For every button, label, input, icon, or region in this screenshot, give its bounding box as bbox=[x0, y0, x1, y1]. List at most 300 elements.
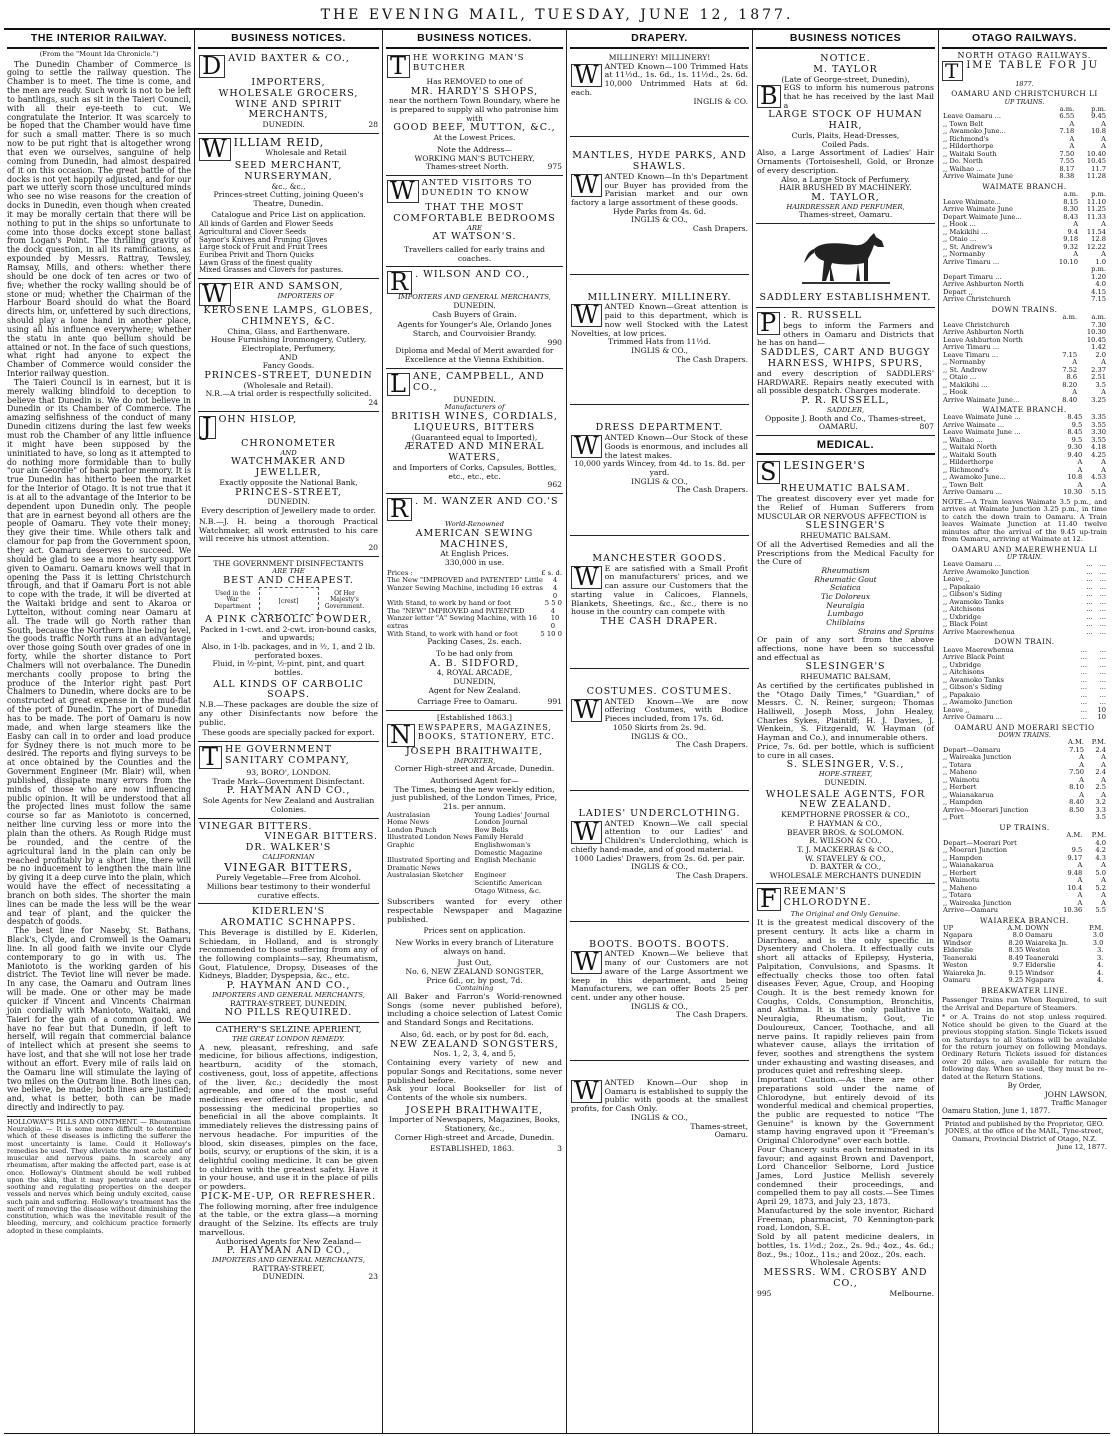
ad-name: EIR AND SAMSON, bbox=[233, 281, 344, 293]
drop-cap: W bbox=[571, 174, 602, 197]
time-cell: Teaneraki bbox=[1025, 953, 1059, 962]
ad-title: DRESS DEPARTMENT. bbox=[595, 422, 724, 434]
station-cell: ,, Otaio ... bbox=[943, 235, 977, 244]
time-cell: ... bbox=[1099, 627, 1106, 636]
ad-line: IMPORTERS, bbox=[251, 76, 326, 88]
time-cell: A bbox=[1073, 220, 1079, 229]
ad-line: Catalogue and Price List on application. bbox=[211, 209, 366, 219]
time-cell: 10.8 bbox=[1067, 473, 1083, 482]
time-cell: 5.2 bbox=[1095, 883, 1106, 892]
timetable bbox=[942, 106, 1107, 181]
time-cell: 4. bbox=[1096, 968, 1104, 977]
time-cell: A bbox=[1077, 465, 1083, 474]
list-item: Graphic bbox=[387, 840, 415, 849]
ad-number: 807 bbox=[919, 422, 934, 432]
list-item: Bow Bells bbox=[474, 825, 509, 834]
ad-signature: Oamaru. bbox=[714, 1130, 748, 1140]
time-cell bbox=[1055, 322, 1078, 330]
time-cell: 3.3 bbox=[1095, 805, 1106, 814]
ad-slesinger bbox=[756, 457, 935, 884]
article-paragraph: The best line for Naseby, St. Bathans, Black's, Clyde, and Cromwell is the Oamaru line. In all good faith we invite our Clyde contemporary to go in with us. The Maniototo is the working garden of his district. The Teviot line will never be made. In any case, the Oamaru and Outram lines will be made. One or other may be made quicker if Vincent and Vincents Chairman join cordially with Maniototo, Waitaki, and Taieri for the gain of a common good. We have no fear but that Dunedin, if left to herself, will regain that commercial balance of intellect which at present she seems to have lost, and that she will not lose her trade without an effort. Every mile of rails laid on the Oamaru line will stimulate the laying of two miles on the Outram line. Both lines can, we believe, be made; both lines are justified; and, what is better, both can be made directly and indirectly to pay. bbox=[7, 926, 191, 1113]
time-cell: ... bbox=[1080, 713, 1088, 722]
time-cell: A bbox=[1079, 775, 1084, 784]
ad-braithwaite bbox=[386, 711, 563, 1157]
ad-name: . WILSON AND CO., bbox=[415, 269, 530, 281]
ad-line: SADDLER, bbox=[826, 405, 865, 414]
time-cell: 3.35 bbox=[1091, 413, 1106, 422]
time-cell bbox=[1055, 329, 1078, 337]
ad-line: 330,000 in use. bbox=[444, 558, 505, 568]
time-cell bbox=[1104, 970, 1107, 978]
ad-line: RATTRAY-STREET, bbox=[252, 1263, 325, 1273]
time-cell: a.m. bbox=[1062, 313, 1078, 322]
ad-line: Travellers called for early trains and coaches. bbox=[403, 245, 546, 263]
station-cell: Weston bbox=[943, 961, 968, 970]
ad-title: MANCHESTER GOODS. bbox=[592, 552, 727, 564]
ad-line: 93, BORO', LONDON. bbox=[246, 768, 331, 778]
station-cell: Waiareka Jn. bbox=[943, 968, 986, 977]
ad-line: HAIR BRUSHED BY MACHINERY. bbox=[779, 183, 912, 193]
station-cell: ,, Do. North bbox=[943, 157, 983, 166]
section-title: BREAKWATER LINE. bbox=[981, 985, 1068, 995]
ad-name: ANTED VISITORS TO DUNEDIN TO KNOW bbox=[421, 177, 533, 198]
time-cell: A bbox=[1101, 119, 1106, 128]
ad-line: Of all the Advertised Remedies and all the Prescriptions from the Medical Faculty for the Cure of bbox=[757, 539, 934, 567]
ad-line: and every description of SADDLERS' HARDWARE. Repairs neatly executed with all possible despatch. Charges moderate. bbox=[757, 368, 934, 396]
time-cell: ... bbox=[1099, 575, 1106, 584]
station-cell: Arrive Timaru ... bbox=[943, 257, 1000, 266]
list-item bbox=[387, 880, 475, 888]
ad-name: . R. RUSSELL bbox=[783, 310, 862, 322]
ad-line: AND bbox=[279, 352, 298, 362]
station-cell: ,, Normanby bbox=[943, 250, 986, 259]
ad-lane-campbell bbox=[386, 369, 563, 494]
time-cell: ... bbox=[1086, 627, 1093, 636]
ad-title: COSTUMES. COSTUMES. bbox=[586, 685, 733, 697]
ad-line: Ask your local Bookseller for list of Contents of the whole six numbers. bbox=[387, 1084, 562, 1102]
ad-line: M. TAYLOR, bbox=[811, 191, 880, 203]
ad-line: Importer of Newspapers, Magazines, Books, Stationery, &c., bbox=[388, 1115, 561, 1134]
time-cell: A.M. bbox=[1068, 738, 1084, 747]
time-cell: 8.0 bbox=[1012, 931, 1024, 940]
ad-body: ANTED Known—We call special attention to our Ladies' and Children's Underclothing, which is chiefly hand-made, and of good material. bbox=[571, 818, 748, 854]
time-cell: 10.4 bbox=[1067, 883, 1083, 892]
station-cell: Leave ,, bbox=[943, 575, 970, 584]
station-cell: ,, Port bbox=[943, 813, 964, 822]
time-cell: ... bbox=[1080, 645, 1088, 654]
time-cell: A bbox=[1101, 388, 1106, 397]
ad-line: Opposite J. Booth and Co., Thames-street, bbox=[764, 413, 927, 423]
list-item: Saynor's Knives and Pruning Gloves bbox=[199, 235, 328, 244]
station-cell: Leave Waimate June ... bbox=[943, 428, 1021, 437]
ad-line: HAIRDRESSER AND PERFUMER, bbox=[786, 202, 905, 211]
traffic-manager-title: Traffic Manager bbox=[1051, 1098, 1107, 1107]
ad-line: DUNEDIN, bbox=[453, 677, 496, 687]
drop-cap: W bbox=[199, 283, 231, 306]
ad-number: 962 bbox=[547, 480, 562, 490]
list-item: Strains and Sprains bbox=[857, 626, 934, 636]
time-cell: A bbox=[1101, 458, 1106, 467]
ad-line: KEROSENE LAMPS, GLOBES, CHIMNEYS, &C. bbox=[203, 305, 374, 327]
time-cell: 9.4 bbox=[1067, 227, 1079, 236]
drop-cap: W bbox=[571, 566, 602, 589]
ad-number: 990 bbox=[547, 337, 562, 347]
timetable bbox=[942, 739, 1107, 822]
ad-line: ARE bbox=[467, 223, 482, 232]
ad-line: Cash Buyers of Grain. bbox=[432, 309, 517, 319]
time-cell: ... bbox=[1099, 605, 1106, 614]
timetable-row bbox=[942, 397, 1107, 405]
ad-title: KIDERLEN'S bbox=[251, 906, 326, 918]
ad-line: 1000 Ladies' Drawers, from 2s. 6d. per pair. bbox=[574, 853, 745, 863]
ad-line: Coiled Pads. bbox=[821, 139, 870, 149]
list-item bbox=[387, 888, 475, 896]
ad-line: (Wholesale and Retail). bbox=[243, 380, 334, 390]
ad-wilson bbox=[386, 267, 563, 368]
time-cell: 11.10 bbox=[1086, 197, 1106, 206]
station-cell: ,, Awamoko June... bbox=[943, 473, 1006, 482]
ad-line: ALL KINDS OF CARBOLIC SOAPS. bbox=[213, 678, 364, 701]
ad-note: N.R.—A trial order is respectfully solicited. bbox=[205, 389, 372, 399]
time-cell: 5.5 bbox=[1095, 906, 1106, 915]
time-cell: 4.0 bbox=[1095, 838, 1106, 847]
list-item: Rheumatic Gout bbox=[814, 574, 877, 584]
ad-number: 24 bbox=[368, 398, 378, 408]
station-cell: Teaneraki bbox=[943, 953, 977, 962]
ad-line: AMERICAN SEWING MACHINES, bbox=[415, 527, 534, 550]
time-cell: ... bbox=[1099, 698, 1106, 707]
time-cell: 5.0 bbox=[1095, 868, 1106, 877]
ad-signature: THE CASH DRAPER. bbox=[600, 616, 719, 628]
drop-cap: W bbox=[571, 1080, 602, 1103]
time-cell: 9.5 bbox=[1071, 846, 1083, 855]
ad-line: &c., &c., bbox=[271, 181, 306, 191]
masthead: THE EVENING MAIL, TUESDAY, JUNE 12, 1877. bbox=[4, 6, 1110, 30]
time-cell: ... bbox=[1080, 653, 1088, 662]
ad-line: Of Her Majesty's Government. bbox=[324, 589, 365, 611]
time-cell: 11.28 bbox=[1086, 172, 1106, 181]
ad-line: Price, 7s. 6d. per bottle, which is sufficient to cure in all cases. bbox=[757, 741, 934, 760]
timetable bbox=[942, 314, 1107, 404]
time-cell: A bbox=[1101, 250, 1106, 259]
station-cell: UP bbox=[943, 923, 954, 932]
station-cell: Leave Christchurch bbox=[943, 320, 1010, 329]
ad-line: S. SLESINGER, V.S., bbox=[786, 759, 905, 771]
list-item: All kinds of Garden and Flower Seeds bbox=[199, 220, 334, 229]
ad-body: ANTED Known—We are now offering Costumes, with Bodice Pieces included, from 17s. 6d. bbox=[604, 696, 748, 724]
ad-line: The greatest discovery ever yet made for the Relief of Human Sufferers from MUSCULAR OR NERVOUS AFFECTION is bbox=[757, 494, 934, 521]
station-cell: ,, Otaio ... bbox=[943, 373, 977, 382]
time-cell: 2.37 bbox=[1091, 365, 1106, 374]
list-item: Family Herald bbox=[474, 833, 524, 842]
section-title: OAMARU AND MAEREWHENUA LI bbox=[951, 544, 1098, 554]
section-title: WAIMATE BRANCH. bbox=[982, 181, 1067, 191]
ad-line: P. HAYMAN AND CO., bbox=[226, 980, 351, 992]
time-cell bbox=[1051, 296, 1079, 304]
station-cell: ,, Herbert bbox=[943, 783, 977, 792]
time-cell: ... bbox=[1099, 582, 1106, 591]
ad-line: SADDLES, CART AND BUGGY HARNESS, WHIPS, SPURS, bbox=[760, 347, 931, 369]
time-cell bbox=[1104, 947, 1107, 955]
column-editorial bbox=[4, 30, 195, 1434]
ad-boots bbox=[570, 922, 749, 1061]
time-cell: DOWN bbox=[1025, 923, 1049, 932]
station-cell: ,, Waireaka Junction bbox=[943, 898, 1012, 907]
drop-cap: L bbox=[387, 373, 410, 396]
ad-title: MILLINERY! MILLINERY! bbox=[608, 52, 711, 62]
time-cell: A bbox=[1101, 465, 1106, 474]
station-cell: Elderslie bbox=[943, 946, 974, 955]
ad-line: ESTABLISHED, 1863. bbox=[429, 1144, 515, 1154]
ad-manchester-goods bbox=[570, 536, 749, 669]
list-item: P. HAYMAN & CO., bbox=[808, 818, 883, 828]
time-cell: Ngapara bbox=[1025, 976, 1055, 985]
ad-oamaru-shop bbox=[570, 1061, 749, 1143]
ad-line: Corner High-street and Arcade, Dunedin. bbox=[394, 1132, 555, 1142]
time-cell: ... bbox=[1080, 705, 1088, 714]
ad-body: It is the greatest medical discovery of the present century. It acts like a charm in Diarrhoea, and is the only specific in Dysentery and Cholera. It effectually cuts short all attacks of Epilepsy, Hysteria, Palpitation, Convulsions, and Spasms. It effectually checks those too often fatal diseases Fever, Ague, Croup, and Hooping Cough. It is the best remedy known for Coughs, Colds, Consumption, Bronchitis, and Asthma. It is the only palliative in Neuralgia, Rheumatism, Gout, Tic Douloureux, Cancer, Toothache, and all nerve pains. It rapidly relieves pain from whatever cause, allays the irritation of fever, soothes and strengthens the system under exhausting and wasting diseases, and produces quiet and refreshing sleep. bbox=[757, 918, 934, 1076]
timetable-year: 1877. bbox=[1015, 80, 1034, 89]
time-cell: A bbox=[1077, 876, 1083, 885]
ad-line: DUNEDIN. bbox=[262, 1272, 305, 1282]
time-cell bbox=[1051, 266, 1079, 274]
time-cell: 3. bbox=[1096, 953, 1104, 962]
station-cell: Leave Waimate June ... bbox=[943, 413, 1021, 422]
ad-title: VINEGAR BITTERS. bbox=[264, 831, 378, 843]
ad-number: 3 bbox=[557, 1144, 562, 1154]
station-cell: ,, Totara bbox=[943, 891, 972, 900]
ad-line: PICK-ME-UP, OR REFRESHER. bbox=[200, 1190, 377, 1202]
list-item: Chilblains bbox=[826, 617, 865, 627]
column-heading: BUSINESS NOTICES. bbox=[386, 30, 563, 49]
time-cell: Oamaru bbox=[1025, 931, 1053, 940]
ad-line: Thames-street, Oamaru. bbox=[798, 210, 893, 220]
time-cell: 10.36 bbox=[1063, 906, 1083, 915]
time-cell: ... bbox=[1086, 612, 1093, 621]
station-cell: Arrive Ashburton North bbox=[943, 328, 1024, 337]
ad-line: Millions bear testimony to their wonderful curative effects. bbox=[206, 881, 371, 900]
ad-name: ILLIAM REID, bbox=[233, 135, 325, 149]
list-item: Neuralgia bbox=[826, 600, 865, 610]
ad-body: ANTED Known—In th's Department our Buyer has provided from the Parisian market and our own factory a large assortment of these goods. bbox=[571, 171, 748, 207]
column-heading: DRAPERY. bbox=[570, 30, 749, 49]
time-cell: A bbox=[1101, 142, 1106, 151]
ad-reid bbox=[198, 134, 379, 279]
station-cell: ,, St. Andrew bbox=[943, 365, 988, 374]
station-cell: Arrive Waimate June... bbox=[943, 395, 1020, 404]
ad-line: P. HAYMAN AND CO., bbox=[226, 1245, 351, 1257]
ad-body: Sold by all patent medicine dealers, in bottles, 1s. 1½d.; 2oz., 2s. 9d.; 4oz., 4s. 6d.; 8oz., 9s.; 10oz., 11s.; and 20oz., 20s. each. bbox=[757, 1232, 934, 1259]
station-cell: ,, Waianakarua bbox=[943, 790, 994, 799]
list-item: Australasian Sketcher bbox=[387, 871, 464, 880]
time-cell: 8.6 bbox=[1066, 373, 1078, 382]
drop-cap: W bbox=[571, 64, 602, 87]
ad-number: 23 bbox=[368, 1272, 378, 1282]
time-cell: ... bbox=[1086, 575, 1093, 584]
ad-line: Has REMOVED to one of bbox=[426, 76, 523, 86]
time-cell: 8.40 bbox=[1069, 798, 1084, 807]
ad-line: Wholesale and Retail bbox=[265, 148, 347, 158]
time-cell: 9.5 bbox=[1071, 420, 1083, 429]
time-cell bbox=[1104, 962, 1107, 970]
ad-disinfectants bbox=[198, 557, 379, 742]
ad-line: RHEUMATIC BALSAM. bbox=[800, 531, 891, 541]
time-cell: 10.10 bbox=[1058, 257, 1079, 266]
timetable-note: NOTE.—A Train leaves Waimate 3.5 p.m., and arrives at Waimate Junction 3.25 p.m., in time to catch the down train to Oamaru. A Train leaves Waimate Junction at 11.40 twelve minutes after the arrival of the 9.45 up-train from Oamaru, arriving at Waimate at 12. bbox=[942, 497, 1107, 544]
ad-note: N.B.—J. H. being a thorough Practical Watchmaker, all work entrusted to his care will receive his utmost attention. bbox=[199, 516, 378, 544]
station-cell: ,, Hook bbox=[943, 388, 968, 397]
column-business-1 bbox=[195, 30, 383, 1434]
article-paragraph: The Taieri Council is in earnest, but it is merely walking blindfold to deception to believe that Dunedin is. We do not believe in Dunedin or its Chamber of Commerce. The amazing selfishness of the conduct of many Dunedin citizens during the last few weeks must rob the Chamber of any little influence it might have been supposed by the uninitiated to have, so long as it attempted to do nothing more formidable than to bully "our ain Geordie" of bank parlor memory. It is true Dunedin has hitherto been the market for the Interior of Otago. It is not true that it is at all to the advantage of the Interior to be dependent upon Dunedin only. The people that are in earnest beyond all others are the people of Oamaru. They vote their money; they give their time. While others talk and clamour for pap from the Government spoon, they act. Oamaru deserves to succeed. We should be glad to see a more hearty support given to Oamaru. Oamaru knows well that in opening the Pass it is letting Christchurch through, and that if Oamaru Port is not able to cope with the trade, it will be diverted at the Waitaki bridge and sent to Akaroa or Lyttelton, without coming near Oamaru at all. The trade will go North rather than South, because the Northern line being level, the goods traffic North runs at an advantage over those going South over grades of one in forty, while the shorter distance to Port Chalmers will not overbalance. The Dunedin merchants coolly propose to bring the produce of the Interior right past Port Chalmers to Dunedin, where docks are to be constructed at great expense in the mud-flat of the port of Dunedin. The port of Dunedin has to be made. The port of Oamaru is now made, and when large steamers like the Easby can call in to order and load produce for Sydney there is not much more to be desired. The reports and flying surveys to be at once obtained by the Counties and the Government Engineer (Mr. Blair) will, when published, dissipate many errors from the minds of those who are now influencing public opinion. It will be understood that all the projected lines must follow the same course so far as Maniototo is concerned, neither line curving less or more into the plain than the others. As Rough Ridge must be rounded, and the centre of the agricultural land in the plain can only be reached profitably by a short line, there will be no inducement to lengthen the main line by giving it a deep curve into the plain, which would have the effect of necessitating a branch on both sides. The shorter the main lines can be made the less will be the wear and tear of plant, and the quicker the despatch of goods. bbox=[7, 377, 191, 927]
price-row: The New "IMPROVED and PATENTED" Little Wanzer Sewing Machine, including 16 extras 4 4 0 bbox=[387, 576, 558, 600]
drop-cap: W bbox=[571, 304, 602, 327]
list-item: Home News bbox=[387, 818, 429, 827]
time-cell: A bbox=[1101, 760, 1106, 769]
time-cell: p.m. bbox=[1091, 190, 1106, 199]
ad-line: Wholesale Agents: bbox=[809, 1258, 882, 1268]
time-cell: A bbox=[1101, 790, 1106, 799]
time-cell: A bbox=[1101, 861, 1106, 870]
station-cell: ,, Waitaki South bbox=[943, 450, 997, 459]
station-cell: Depart—Oamaru bbox=[943, 745, 1001, 754]
ad-line: Curls, Plaits, Head-Dresses, bbox=[791, 131, 900, 141]
ad-line: Authorised Agents for New Zealand— bbox=[215, 1236, 362, 1246]
ad-watsons bbox=[386, 176, 563, 268]
station-cell: ,, Awamoko Tanks bbox=[943, 675, 1004, 684]
time-cell: 8.43 bbox=[1063, 212, 1079, 221]
station-cell: ,, Waireaka Junction bbox=[943, 753, 1012, 762]
column-business-3 bbox=[753, 30, 939, 1434]
order-line: By Order, bbox=[1007, 1082, 1042, 1091]
ad-line: Also, a Large Assortment of Ladies' Hair Ornaments (Tortoiseshell, Gold, or Bronze of every description. bbox=[757, 148, 934, 175]
time-cell: 10.8 bbox=[1091, 127, 1106, 136]
column-heading: BUSINESS NOTICES bbox=[756, 30, 935, 49]
ad-name: M. TAYLOR bbox=[813, 63, 878, 75]
ad-name: AVID BAXTER & CO., bbox=[228, 52, 350, 64]
time-cell: A bbox=[1077, 891, 1083, 900]
time-cell: 11.54 bbox=[1086, 227, 1106, 236]
time-cell: 9.25 bbox=[1008, 976, 1024, 985]
column-heading: OTAGO RAILWAYS. bbox=[942, 30, 1107, 49]
time-cell: ... bbox=[1099, 675, 1106, 684]
list-item: KEMPTHORNE PROSSER & CO., bbox=[781, 810, 910, 820]
time-cell: ... bbox=[1086, 590, 1093, 599]
station-cell: Leave ,, bbox=[943, 705, 970, 714]
station-cell: ,, Richmond's bbox=[943, 465, 989, 474]
article-paragraph: The Dunedin Chamber of Commerce is going to settle the railway question. The Chamber is to meet. The time is come, and the men are ready. Such work is not to be left to bantlings, such as sit in the Taieri Council, with all their eye-teeth to cut. We congratulate the Interior. It was scarcely to be hoped that the Chamber would have time for such a small matter. There is so much now to be put right that is altogether wrong that even we ourselves, sanguine of help coming from Dunedin, had almost despaired of it on this occasion. The great battle of the docks is not yet happily adjusted, and for our part we utterly scorn those uncultured minds who see no wise reasons for the creation of docks in Dunedin, even though when created it may be morally certain that there will be nothing to put in the ships so unfortunate to come into those docks except stone ballast from Logan's Point. The thrilling gravity of the dock question, in all its ramifications, as expounded by Messrs. Rattray, Tewsley, Ramsay, Mills, and others: whether there should be one dock of ten acres or two of five; whether the rocky walling should be of stone or mud; whether the Chairman of the Harbour Board should do what the Board directs him, or, unfettered by such directions, should play a lone hand in another place, using all his influence everywhere; whether the statu in ante quo bellum should be attained or not. In the face of such questions, what right had anyone to expect the Chamber of Commerce would consider the Interior railway question. bbox=[7, 59, 191, 379]
list-item: Sciatica bbox=[830, 583, 861, 593]
station-cell: ,, Makikihi ... bbox=[943, 227, 988, 236]
ad-name: LESINGER'S bbox=[783, 459, 866, 473]
station-cell: Depart Timaru ... bbox=[943, 272, 1002, 281]
time-cell bbox=[1104, 940, 1107, 948]
time-cell: 9.48 bbox=[1067, 868, 1083, 877]
time-cell: A bbox=[1073, 250, 1079, 259]
station-cell: Arrive—Moerari Junction bbox=[943, 805, 1029, 814]
section-sub: UP TRAIN. bbox=[1006, 553, 1043, 562]
time-cell bbox=[1051, 281, 1079, 289]
ad-body: This Beverage is distilled by E. Kiderlen, Schiedam, in Holland, and is strongly recommended to those suffering from any of the following complaints—say, Rheumatism, Gout, Flatulence, Dropsy, Diseases of the Kidneys, Bladder, Dyspepsia, &c., etc. bbox=[199, 927, 378, 981]
ad-body: ANTED Known—100 Trimmed Hats at 11½d., 1s. 6d., 1s. 11½d., 2s. 6d. 10,000 Untrimmed Hats at 6d. each. bbox=[571, 61, 748, 97]
ad-name: HE WORKING MAN'S BUTCHER bbox=[413, 52, 525, 73]
ad-body: ANTED Known—We believe that many of our Customers are not aware of the Large Assortment we keep in this department, and being Manufacturers, we can offer Boots 25 per cent. under any other house. bbox=[571, 949, 748, 1002]
ad-line: Prices sent on application. bbox=[423, 926, 526, 936]
time-cell: P.M. bbox=[1091, 738, 1106, 747]
ad-signature: INGLIS & CO., bbox=[631, 731, 688, 741]
ad-line: Used in the War Department bbox=[214, 589, 251, 611]
ad-name: EWSPAPERS, MAGAZINES, BOOKS, STATIONERY, ETC. bbox=[418, 722, 555, 741]
time-cell: A bbox=[1101, 134, 1106, 143]
time-cell: ... bbox=[1086, 605, 1093, 614]
ad-ladies-underclothing bbox=[570, 791, 749, 922]
ad-body: Manufactured by the sole inventor, Richard Freeman, pharmacist, 70 Kennington-park road, London, S.E. bbox=[757, 1205, 934, 1233]
ad-line: Or pain of any sort from the above affections, none have been so successful and effectual as bbox=[757, 635, 934, 662]
ad-line: Purely Vegetable—Free from Alcohol. bbox=[216, 873, 361, 883]
ad-line: AT WATSON'S. bbox=[432, 231, 517, 243]
ad-line: HOPE-STREET, bbox=[818, 770, 873, 779]
station-cell: ,, Waitaki South bbox=[943, 149, 997, 158]
section-title: UP TRAINS. bbox=[999, 822, 1050, 832]
time-cell: 9.40 bbox=[1067, 450, 1083, 459]
station-cell: Ngapara bbox=[943, 931, 973, 940]
ad-signature: The Cash Drapers. bbox=[676, 740, 748, 750]
ad-body: begs to inform the Farmers and others in Oamaru and Districts that he has on hand— bbox=[757, 320, 934, 348]
ad-line: Fancy Goods. bbox=[262, 361, 315, 371]
time-cell: 11.25 bbox=[1086, 205, 1106, 214]
timetable bbox=[942, 561, 1107, 636]
ad-title: MANTLES, HYDE PARKS, AND SHAWLS. bbox=[572, 150, 747, 172]
list-item: English Mechanic bbox=[474, 856, 537, 865]
ad-line: VINEGAR BITTERS, bbox=[224, 860, 353, 874]
station-cell: Leave Timaru ... bbox=[943, 350, 999, 359]
ad-line: Manufacturers of bbox=[444, 403, 505, 412]
ad-line: Fluid, in ½-pint, ½-pint, pint, and quart bottles. bbox=[212, 659, 365, 677]
station-cell: Arrive Waimate June bbox=[943, 172, 1013, 181]
ad-line: JOSEPH BRAITHWAITE, bbox=[405, 1104, 544, 1116]
ad-number: 28 bbox=[368, 120, 378, 130]
station-cell: ,, Papakaio bbox=[943, 582, 981, 591]
time-cell: A bbox=[1072, 358, 1078, 367]
ad-title: CATHERY'S SELZINE APERIENT, bbox=[215, 1025, 362, 1036]
ad-line: NO PILLS REQUIRED. bbox=[224, 1007, 353, 1019]
time-cell: 4.2 bbox=[1095, 846, 1106, 855]
time-cell: A bbox=[1101, 753, 1106, 762]
time-cell: 6.55 bbox=[1059, 112, 1075, 121]
ad-line: Packing Cases, 2s. each. bbox=[427, 637, 522, 647]
ad-title: NOTICE. bbox=[820, 52, 871, 64]
station-cell: Arrive Black Point bbox=[943, 653, 1005, 662]
time-cell: P.M. bbox=[1091, 831, 1106, 840]
ad-line: Trimmed Hats from 11½d. bbox=[608, 337, 711, 347]
timetable-row bbox=[942, 714, 1107, 722]
ad-working-mans-butcher bbox=[386, 51, 563, 176]
time-cell: ... bbox=[1099, 560, 1106, 569]
time-cell: 7.50 bbox=[1059, 149, 1075, 158]
drop-cap: R bbox=[387, 498, 412, 521]
time-cell: 7.55 bbox=[1059, 157, 1075, 166]
time-cell: 11.7 bbox=[1091, 164, 1106, 173]
ad-line: Melbourne. bbox=[889, 1288, 934, 1298]
time-cell: A bbox=[1101, 220, 1106, 229]
ad-line: IMPORTERS AND GENERAL MERCHANTS, bbox=[398, 293, 551, 302]
ad-line: AND bbox=[280, 448, 297, 457]
ad-body: ANTED Known—Our shop in Oamaru is established to supply the public with goods at the smallest profits, for Cash Only. bbox=[571, 1077, 748, 1114]
time-cell: 10.45 bbox=[1086, 157, 1106, 166]
ad-line: 1050 Skirts from 2s. 9d. bbox=[612, 722, 707, 732]
time-cell: p.m. bbox=[1091, 104, 1106, 113]
ad-line: PRINCES-STREET, DUNEDIN bbox=[204, 369, 373, 381]
station-cell: ,, Totara bbox=[943, 760, 972, 769]
